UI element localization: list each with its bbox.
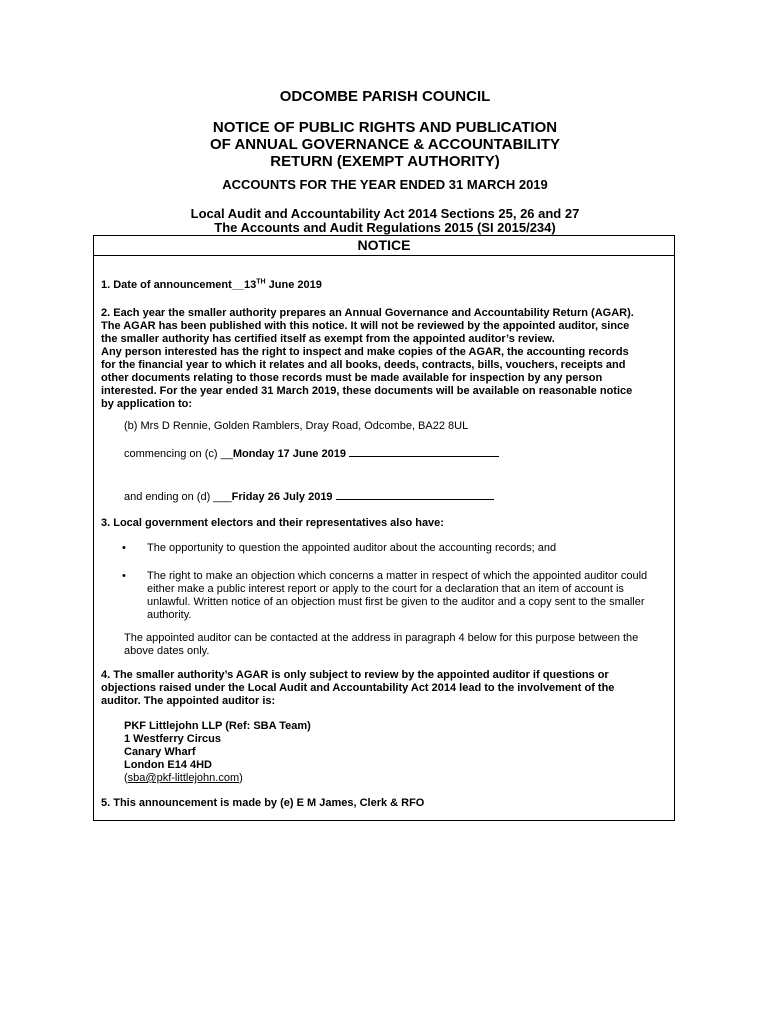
announcement-superscript: TH bbox=[256, 278, 266, 286]
section-2-line: by application to: bbox=[101, 398, 193, 410]
council-name: ODCOMBE PARISH COUNCIL bbox=[279, 88, 491, 105]
notice-title-line-1: NOTICE OF PUBLIC RIGHTS AND PUBLICATION bbox=[212, 119, 558, 136]
act-reference: Local Audit and Accountability Act 2014 Sections 25, 26 and 27 bbox=[190, 206, 580, 221]
paren-open: ( bbox=[124, 772, 128, 784]
regulations-reference: The Accounts and Audit Regulations 2015 (SI 2015/234) bbox=[214, 220, 556, 235]
accounts-year: ACCOUNTS FOR THE YEAR ENDED 31 MARCH 2019 bbox=[222, 177, 548, 192]
section-2-line: Any person interested has the right to inspect and make copies of the AGAR, the accounting records bbox=[101, 346, 629, 358]
bullet-line: unlawful. Written notice of an objection must first be given to the auditor and a copy sent to the smaller bbox=[147, 596, 645, 608]
bullet-line: authority. bbox=[147, 609, 192, 621]
commencing-label: commencing on (c) __ bbox=[124, 448, 233, 460]
auditor-address-line: London E14 4HD bbox=[124, 759, 213, 771]
commencing-date: Monday 17 June 2019 bbox=[232, 448, 346, 460]
section-3-heading: 3. Local government electors and their representatives also have: bbox=[101, 517, 444, 529]
section-2-line: The AGAR has been published with this notice. It will not be reviewed by the appointed auditor, since bbox=[101, 320, 630, 332]
auditor-address-line: Canary Wharf bbox=[124, 746, 196, 758]
notice-box bbox=[93, 235, 675, 821]
contact-person: (b) Mrs D Rennie, Golden Ramblers, Dray Road, Odcombe, BA22 8UL bbox=[124, 420, 469, 432]
section-4-line: auditor. The appointed auditor is: bbox=[101, 695, 276, 707]
auditor-contact-note bbox=[124, 632, 669, 658]
auditor-address-line: 1 Westferry Circus bbox=[124, 733, 222, 745]
ending-date: Friday 26 July 2019 bbox=[231, 491, 333, 503]
auditor-address bbox=[124, 720, 669, 785]
bullet-line: either make a public interest report or apply to the court for a declaration that an item of account is bbox=[147, 583, 624, 595]
section-2-line: the smaller authority has certified itself as exempt from the appointed auditor’s review. bbox=[101, 333, 555, 345]
section-1-announcement-date bbox=[101, 279, 669, 292]
auditor-name: PKF Littlejohn LLP (Ref: SBA Team) bbox=[124, 720, 311, 732]
notice-title-line-2: OF ANNUAL GOVERNANCE & ACCOUNTABILITY bbox=[210, 136, 560, 153]
auditor-email-link[interactable]: sba@pkf-littlejohn.com bbox=[127, 772, 240, 784]
paren-close: ) bbox=[239, 772, 243, 784]
ending-date-line bbox=[124, 490, 669, 504]
bullet-line: The right to make an objection which concerns a matter in respect of which the appointed auditor could bbox=[147, 570, 648, 582]
blank-line bbox=[349, 447, 499, 457]
section-2-line: other documents relating to those records must be made available for inspection by any person bbox=[101, 372, 603, 384]
section-2-line: interested. For the year ended 31 March 2019, these documents will be available on reasonable notice bbox=[101, 385, 633, 397]
note-line: above dates only. bbox=[124, 645, 210, 657]
blank-line bbox=[336, 490, 494, 500]
section-2-line: for the financial year to which it relates and all books, deeds, contracts, bills, vouchers, receipts and bbox=[101, 359, 626, 371]
bullet-objection bbox=[147, 570, 669, 622]
commencing-date-line bbox=[124, 447, 669, 461]
announcement-label: 1. Date of announcement__13 bbox=[101, 279, 257, 291]
announcement-rest: June 2019 bbox=[265, 279, 322, 291]
bullet-question-auditor: The opportunity to question the appointed auditor about the accounting records; and bbox=[147, 542, 557, 554]
ending-label: and ending on (d) ___ bbox=[124, 491, 232, 503]
section-2-paragraph bbox=[101, 307, 669, 411]
notice-title-line-3: RETURN (EXEMPT AUTHORITY) bbox=[270, 153, 500, 170]
section-4-paragraph bbox=[101, 669, 669, 708]
bullet-icon: • bbox=[122, 542, 126, 554]
auditor-email-line bbox=[124, 772, 669, 785]
notice-heading: NOTICE bbox=[94, 236, 674, 256]
section-2-line: 2. Each year the smaller authority prepares an Annual Governance and Accountability Return (AGAR). bbox=[101, 307, 634, 319]
bullet-icon: • bbox=[122, 570, 126, 582]
section-4-line: 4. The smaller authority’s AGAR is only subject to review by the appointed auditor if questions or bbox=[101, 669, 609, 681]
section-4-line: objections raised under the Local Audit and Accountability Act 2014 lead to the involvement of the bbox=[101, 682, 615, 694]
section-5-announcement: 5. This announcement is made by (e) E M James, Clerk & RFO bbox=[101, 797, 425, 809]
note-line: The appointed auditor can be contacted at the address in paragraph 4 below for this purpose between the bbox=[124, 632, 639, 644]
